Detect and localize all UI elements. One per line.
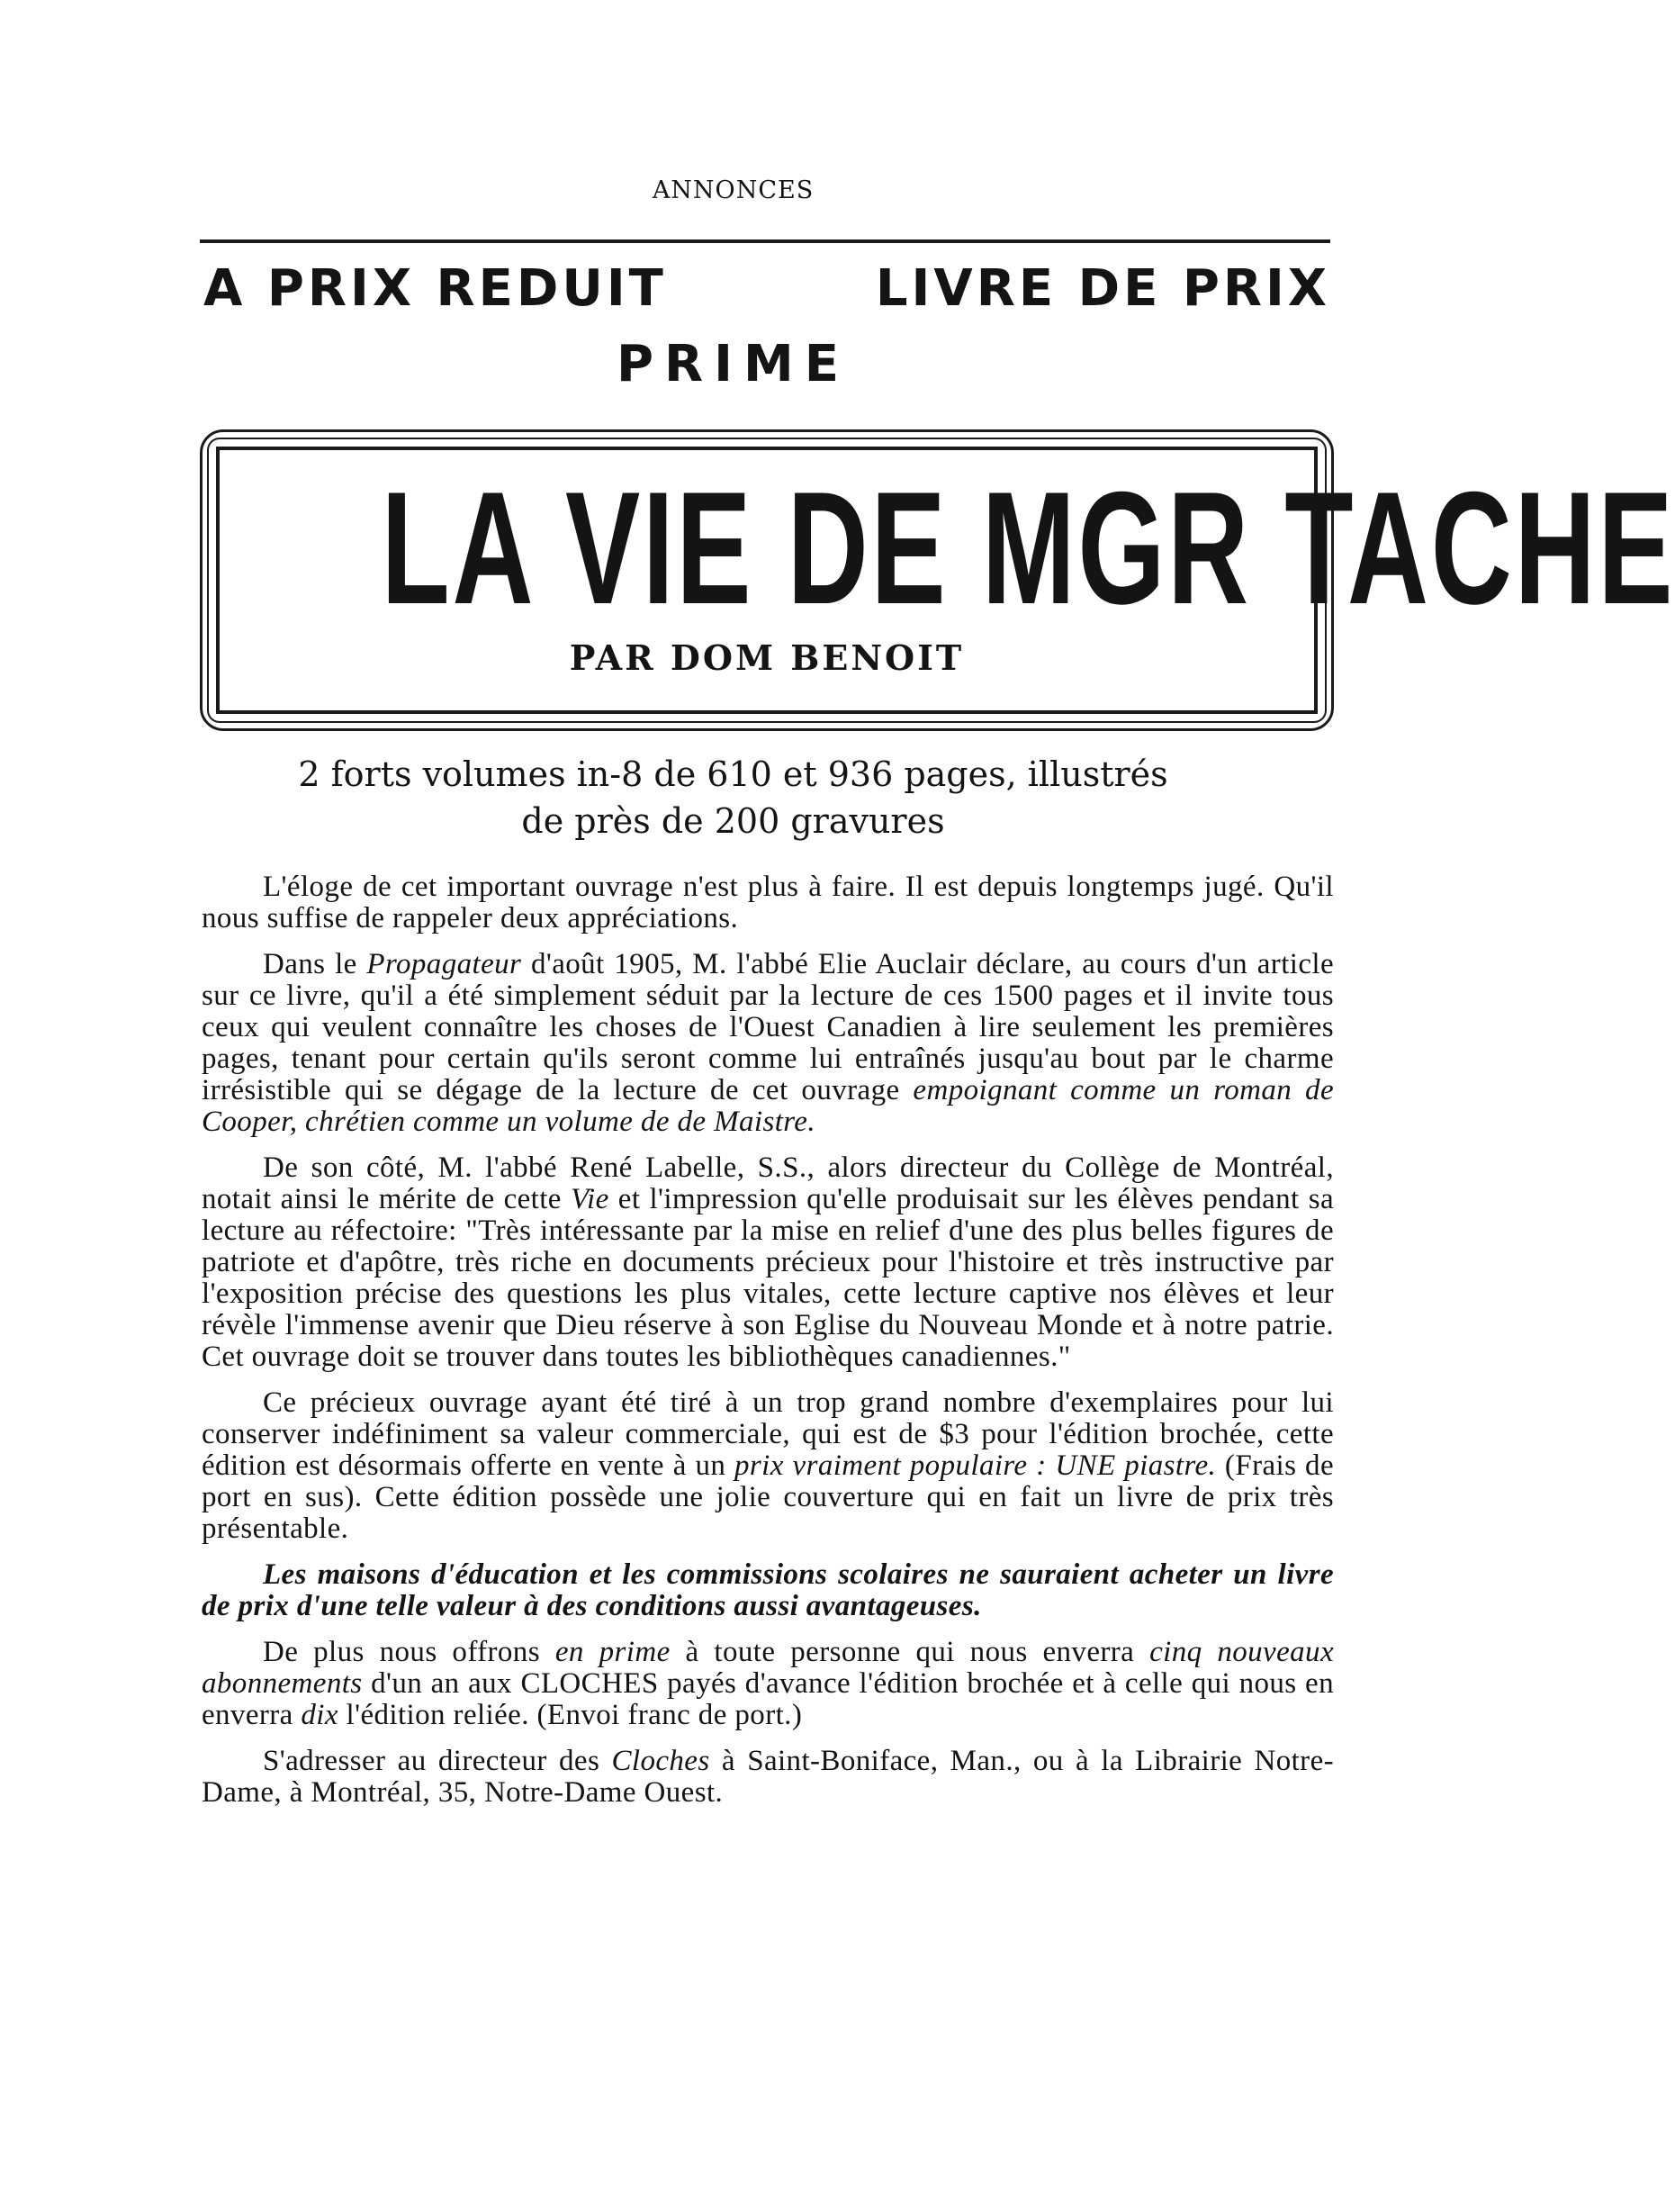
top-rule <box>200 239 1330 243</box>
journal-name: Propagateur <box>366 948 522 980</box>
volume-description-line-1: 2 forts volumes in-8 de 610 et 936 pages, illustrés <box>298 754 1168 794</box>
paragraph-price: Ce précieux ouvrage ayant été tiré à un trop grand nombre d'exemplaires pour lui conserver indéfiniment sa valeur commerciale, qui est de $3 pour l'édition brochée, cette édition est désormais offerte en vente à un prix vraiment populaire : UNE piastre. (Frais de port en sus). Cette édition possède une jolie couverture qui en fait un livre de prix très présentable. <box>202 1386 1335 1545</box>
headline-premium: PRIME <box>617 335 850 393</box>
paragraph-auclair: Dans le Propagateur d'août 1905, M. l'abbé Elie Auclair déclare, au cours d'un article sur ce livre, qu'il a été simplement séduit par la lecture de ces 1500 pages et il invite tous ceux qui veulent connaître les choses de l'Ouest Canadien à lire seulement les premières pages, tenant pour certain qu'ils seront comme lui entraînés jusqu'au bout par le charme irrésistible qui se dégage de la lecture de cet ouvrage empoignant comme un roman de Cooper, chrétien comme un volume de de Maistre. <box>202 948 1334 1138</box>
headline-reduced-price: A PRIX REDUIT <box>203 259 667 318</box>
quote-emphasis: empoignant comme un roman de Cooper, chrétien comme un volume de de Maistre. <box>202 1074 1334 1138</box>
paragraph-labelle: De son côté, M. l'abbé René Labelle, S.S., alors directeur du Collège de Montréal, notait ainsi le mérite de cette Vie et l'impression qu'elle produisait sur les élèves pendant sa lecture au réfectoire: "Très intéressante par la mise en relief d'une des plus belles figures de patriote et d'apôtre, très riche en documents précieux pour l'histoire et très instructive par l'exposition précise des questions les plus vitales, cette lecture captive nos élèves et leur révèle l'immense avenir que Dieu réserve à son Eglise du Nouveau Monde et à notre patrie. Cet ouvrage doit se trouver dans toutes les bibliothèques canadiennes." <box>202 1151 1335 1373</box>
volume-description-line-2: de près de 200 gravures <box>521 801 945 841</box>
price-emphasis: prix vraiment populaire : UNE piastre. <box>734 1449 1217 1482</box>
book-title: LA VIE DE MGR TACHE <box>381 458 1675 637</box>
paragraph-contact: S'adresser au directeur des Cloches à Saint-Boniface, Man., ou à la Librairie Notre-Dame, à Montréal, 35, Notre-Dame Ouest. <box>202 1745 1335 1809</box>
running-head: ANNONCES <box>652 176 815 204</box>
body-text <box>202 871 1334 1823</box>
paragraph-premium-offer: De plus nous offrons en prime à toute personne qui nous enverra cinq nouveaux abonnements d'un an aux CLOCHES payés d'avance l'édition brochée et à celle qui nous en enverra dix l'édition reliée. (Envoi franc de port.) <box>202 1636 1334 1731</box>
book-author: PAR DOM BENOIT <box>569 637 965 678</box>
headline-prize-book: LIVRE DE PRIX <box>875 259 1330 318</box>
headline-row <box>203 259 1330 322</box>
paragraph-schools: Les maisons d'éducation et les commissions scolaires ne sauraient acheter un livre de prix d'une telle valeur à des conditions aussi avantageuses. <box>202 1558 1334 1622</box>
paragraph-intro: L'éloge de cet important ouvrage n'est plus à faire. Il est depuis longtemps jugé. Qu'il nous suffise de rappeler deux appréciations. <box>202 871 1334 934</box>
